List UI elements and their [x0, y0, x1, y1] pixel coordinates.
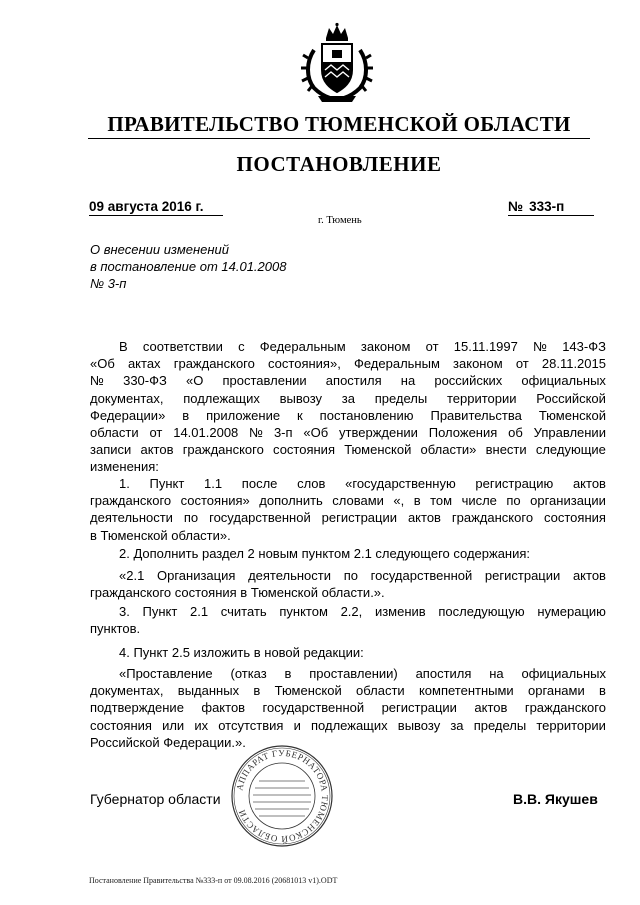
- text-line: пунктов.: [90, 621, 141, 637]
- text-line: № 330-ФЗ «О проставлении апостиля на российских официальных: [90, 373, 606, 389]
- subject-line: О внесении изменений: [90, 242, 229, 257]
- text-line: 2. Дополнить раздел 2 новым пунктом 2.1 следующего содержания:: [119, 546, 531, 561]
- text-line: подтверждение фактов государственной регистрации актов гражданского: [90, 700, 606, 716]
- coat-of-arms-icon: [296, 22, 378, 106]
- text-line: Федерации» в приложение к постановлению Правительства Тюменской: [90, 407, 606, 423]
- paragraph-item-4-text: [90, 665, 606, 751]
- document-date: 09 августа 2016 г.: [89, 198, 223, 216]
- footer-note: Постановление Правительства №333-п от 09.08.2016 (20681013 v1).ODT: [89, 876, 338, 885]
- document-number: [508, 198, 594, 216]
- number-prefix: №: [508, 199, 524, 214]
- paragraph-intro: [90, 338, 606, 476]
- paragraph-item-1: [90, 475, 606, 544]
- text-line: «2.1 Организация деятельности по государственной регистрации актов: [119, 568, 606, 583]
- text-line: документах, подлежащих вывозу за пределы территории Российской: [90, 390, 606, 406]
- text-line: области от 14.01.2008 № 3-п «Об утверждении Положения об Управлении: [90, 424, 606, 440]
- text-line: состояния или их отсутствия и подлежащих вывозу за пределы территории: [90, 717, 606, 733]
- header-divider: [88, 138, 590, 139]
- stamp-text: АППАРАТ ГУБЕРНАТОРА ТЮМЕНСКОЙ ОБЛАСТИ: [234, 747, 331, 845]
- text-line: «Об актах гражданского состояния», Федеральным законом от 28.11.2015: [90, 356, 606, 372]
- text-line: в Тюменской области».: [90, 527, 231, 543]
- text-line: «Проставление (отказ в проставлении) апостиля на официальных: [119, 666, 606, 681]
- text-line: гражданского состояния» дополнить словами «, в том числе по организации: [90, 493, 606, 509]
- text-line: документах, выданных в Тюменской области компетентными органами в: [90, 683, 606, 699]
- paragraph-item-4: [90, 644, 606, 661]
- text-line: записи актов гражданского состояния Тюменской области» внести следующие: [90, 442, 606, 458]
- text-line: изменения:: [90, 459, 159, 475]
- text-line: 3. Пункт 2.1 считать пунктом 2.2, изменив последующую нумерацию: [119, 604, 606, 619]
- text-line: Российской Федерации.».: [90, 734, 246, 750]
- official-seal-icon: [229, 743, 335, 849]
- paragraph-item-3: [90, 603, 606, 637]
- signer-role: Губернатор области: [90, 791, 221, 807]
- text-line: В соответствии с Федеральным законом от 15.11.1997 № 143-ФЗ: [119, 339, 606, 354]
- document-type: ПОСТАНОВЛЕНИЕ: [236, 152, 442, 176]
- text-line: 4. Пункт 2.5 изложить в новой редакции:: [119, 645, 364, 660]
- subject-line: № 3-п: [90, 276, 127, 291]
- text-line: гражданского состояния в Тюменской области.».: [90, 585, 385, 601]
- subject-line: в постановление от 14.01.2008: [90, 259, 287, 274]
- text-line: 1. Пункт 1.1 после слов «государственную регистрацию актов: [119, 476, 606, 491]
- paragraph-item-2: [90, 545, 606, 562]
- number-value: 333-п: [529, 199, 565, 214]
- signer-name: В.В. Якушев: [513, 791, 598, 807]
- city: г. Тюмень: [318, 215, 362, 226]
- text-line: деятельности по государственной регистрации актов гражданского состояния: [90, 510, 606, 526]
- document-subject: [90, 241, 370, 292]
- paragraph-item-2-text: [90, 567, 606, 601]
- government-title: ПРАВИТЕЛЬСТВО ТЮМЕНСКОЙ ОБЛАСТИ: [107, 112, 571, 136]
